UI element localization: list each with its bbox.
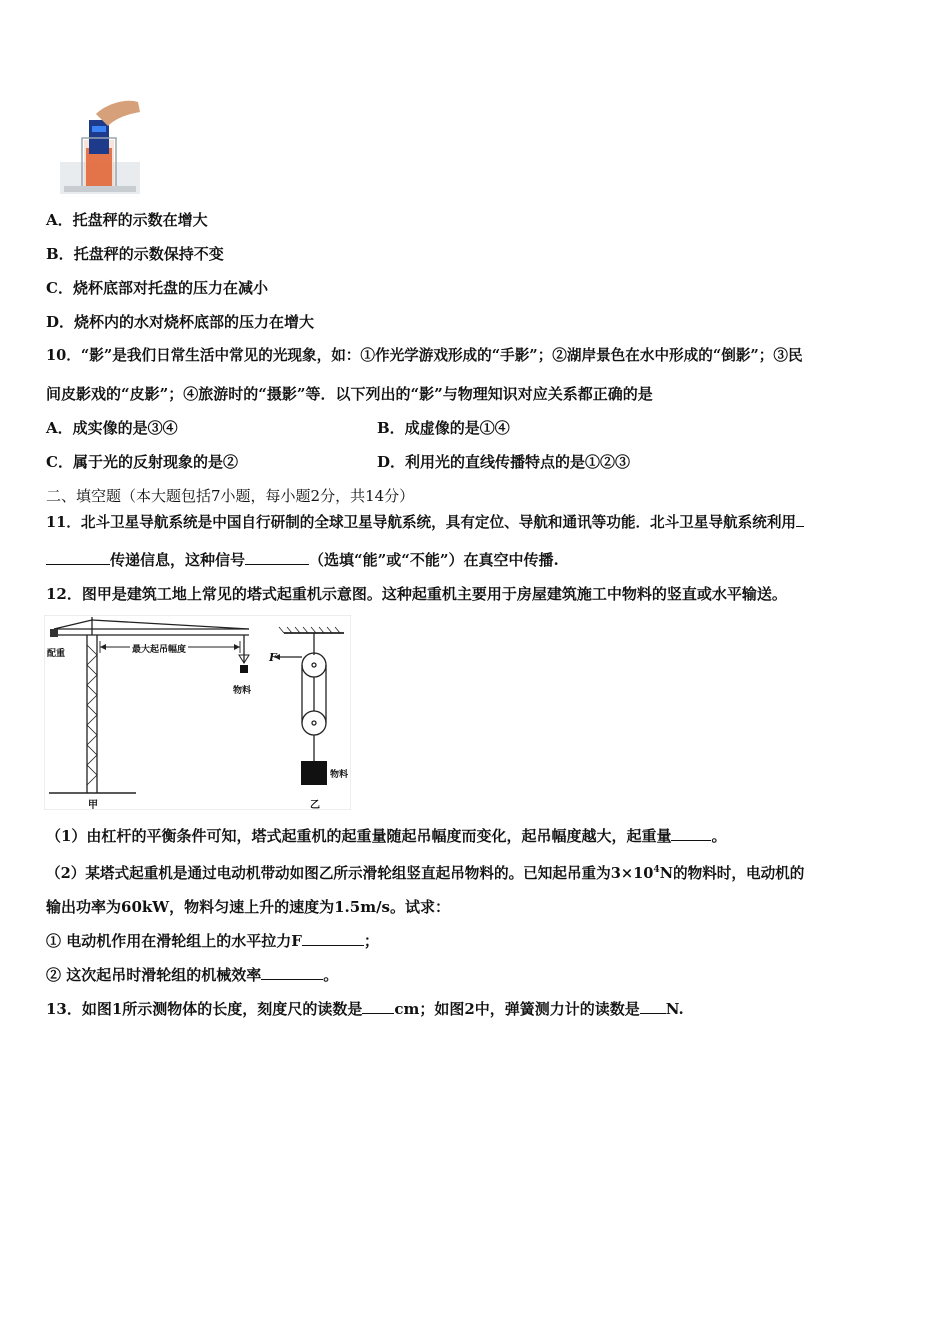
q10-options-row1 [46,418,906,438]
q9-option-c: C．烧杯底部对托盘的压力在减小 [46,279,268,297]
label-material-crane: 物料 [233,686,252,696]
q12-sub2: ② 这次起吊时滑轮组的机械效率 。 [46,966,339,984]
q10-stem-line2: 间皮影戏的“皮影”；④旅游时的“摄影”等．以下列出的“影”与物理知识对应关系都正确的是 [46,385,653,403]
q12-part2-line1: （2）某塔式起重机是通过电动机带动如图乙所示滑轮组竖直起吊物料的。已知起吊重为$3\times 10^4N$的物料时，电动机的 [46,864,805,882]
q9-option-d: D．烧杯内的水对烧杯底部的压力在增大 [46,313,315,331]
q10-options-row2 [46,452,906,472]
q10-option-d: D．利用光的直线传播特点的是①②③ [377,453,631,471]
beaker-photo [56,98,142,198]
q11-line2: 传递信息，这种信号 （选填“能”或“不能”）在真空中传播. [46,550,559,570]
q9-option-a: A．托盘秤的示数在增大 [46,211,208,229]
q9-option-b: B．托盘秤的示数保持不变 [46,245,224,263]
q12-intro: 12．图甲是建筑工地上常见的塔式起重机示意图。这种起重机主要用于房屋建筑施工中物料的竖直或水平输送。 [46,585,787,603]
q10-option-a: A．成实像的是③④ [46,419,178,437]
q13-stem: 13．如图1所示测物体的长度，刻度尺的读数是 cm；如图2中，弹簧测力计的读数是 N. [46,1000,684,1018]
label-force: F [269,651,277,664]
caption-yi: 乙 [310,800,320,811]
caption-jia: 甲 [88,800,98,811]
q10-option-b: B．成虚像的是①④ [377,419,510,437]
q11-line1: 11．北斗卫星导航系统是中国自行研制的全球卫星导航系统，具有定位、导航和通讯等功能．北斗卫星导航系统利用 [46,512,804,533]
q10-option-c: C．属于光的反射现象的是② [46,453,238,471]
q12-part2-line2: 输出功率为60kW，物料匀速上升的速度为1.5m/s。试求： [46,898,451,916]
label-counterweight: 配重 [47,649,66,659]
q12-sub1: ① 电动机作用在滑轮组上的水平拉力F ； [46,932,379,950]
label-max-range: 最大起吊幅度 [130,642,188,655]
q12-part1: （1）由杠杆的平衡条件可知，塔式起重机的起重量随起吊幅度而变化，起吊幅度越大，起重量 。 [46,827,727,845]
label-material-pulley: 物料 [330,770,349,780]
section-title: 二、填空题（本大题包括7小题，每小题2分，共14分） [46,487,415,505]
q10-stem-line1: 10．“影”是我们日常生活中常见的光现象，如：①作光学游戏形成的“手影”；②湖岸景色在水中形成的“倒影”；③民 [46,347,803,364]
crane-figure [44,615,351,810]
